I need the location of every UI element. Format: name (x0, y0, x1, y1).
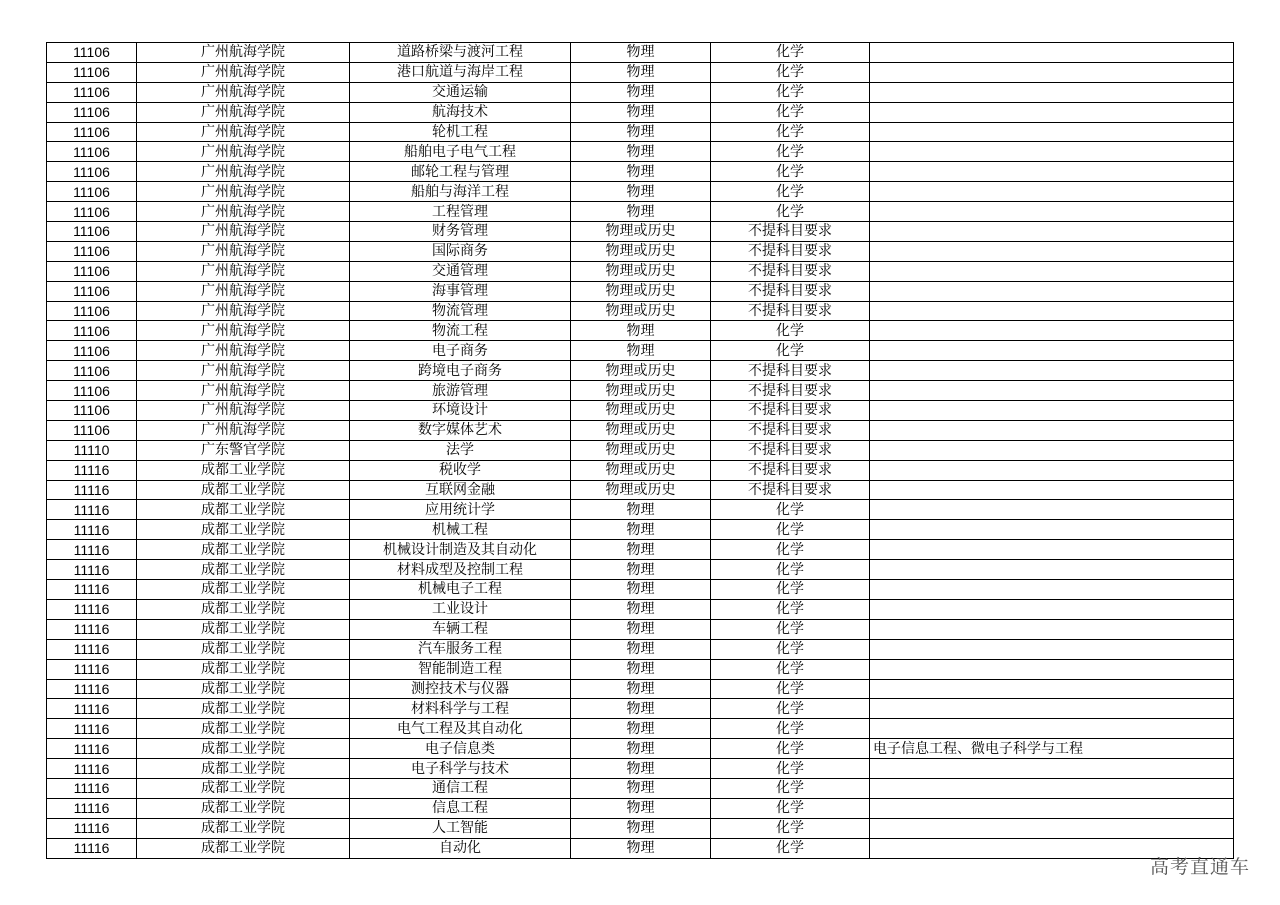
second-subject-cell: 不提科目要求 (711, 261, 870, 281)
major-name-cell: 车辆工程 (350, 619, 571, 639)
school-name-cell: 成都工业学院 (137, 699, 350, 719)
first-subject-cell: 物理 (571, 202, 711, 222)
table-row (47, 82, 1234, 102)
school-code-cell: 11106 (47, 361, 137, 381)
first-subject-cell: 物理 (571, 639, 711, 659)
major-name-cell: 交通运输 (350, 82, 571, 102)
table-row (47, 440, 1234, 460)
table-row (47, 401, 1234, 421)
school-code-cell: 11106 (47, 321, 137, 341)
school-name-cell: 成都工业学院 (137, 599, 350, 619)
table-row (47, 838, 1234, 858)
school-code-cell: 11116 (47, 719, 137, 739)
school-code-cell: 11106 (47, 261, 137, 281)
school-name-cell: 广州航海学院 (137, 62, 350, 82)
school-name-cell: 广州航海学院 (137, 301, 350, 321)
school-code-cell: 11106 (47, 301, 137, 321)
major-note-cell (870, 460, 1234, 480)
major-name-cell: 航海技术 (350, 102, 571, 122)
second-subject-cell: 化学 (711, 122, 870, 142)
second-subject-cell: 不提科目要求 (711, 460, 870, 480)
major-note-cell (870, 699, 1234, 719)
major-note-cell (870, 202, 1234, 222)
major-name-cell: 电子信息类 (350, 739, 571, 759)
major-note-cell (870, 500, 1234, 520)
second-subject-cell: 化学 (711, 341, 870, 361)
major-name-cell: 国际商务 (350, 241, 571, 261)
table-row (47, 182, 1234, 202)
second-subject-cell: 化学 (711, 599, 870, 619)
second-subject-cell: 化学 (711, 818, 870, 838)
school-name-cell: 成都工业学院 (137, 639, 350, 659)
major-name-cell: 法学 (350, 440, 571, 460)
school-name-cell: 广州航海学院 (137, 381, 350, 401)
major-name-cell: 电子商务 (350, 341, 571, 361)
table-row (47, 520, 1234, 540)
second-subject-cell: 不提科目要求 (711, 381, 870, 401)
second-subject-cell: 化学 (711, 182, 870, 202)
school-code-cell: 11116 (47, 739, 137, 759)
first-subject-cell: 物理 (571, 560, 711, 580)
school-name-cell: 成都工业学院 (137, 500, 350, 520)
second-subject-cell: 化学 (711, 560, 870, 580)
table-row (47, 261, 1234, 281)
major-note-cell (870, 222, 1234, 242)
major-name-cell: 工业设计 (350, 599, 571, 619)
school-name-cell: 成都工业学院 (137, 719, 350, 739)
school-name-cell: 成都工业学院 (137, 778, 350, 798)
major-name-cell: 物流工程 (350, 321, 571, 341)
major-note-cell (870, 480, 1234, 500)
major-name-cell: 邮轮工程与管理 (350, 162, 571, 182)
school-name-cell: 广州航海学院 (137, 241, 350, 261)
table-row (47, 381, 1234, 401)
major-name-cell: 机械设计制造及其自动化 (350, 540, 571, 560)
table-row (47, 719, 1234, 739)
first-subject-cell: 物理或历史 (571, 440, 711, 460)
school-code-cell: 11116 (47, 520, 137, 540)
first-subject-cell: 物理 (571, 102, 711, 122)
school-code-cell: 11106 (47, 142, 137, 162)
major-note-cell (870, 719, 1234, 739)
watermark-text: 高考直通车 (1149, 856, 1250, 878)
major-name-cell: 应用统计学 (350, 500, 571, 520)
first-subject-cell: 物理 (571, 619, 711, 639)
school-code-cell: 11116 (47, 838, 137, 858)
major-name-cell: 工程管理 (350, 202, 571, 222)
first-subject-cell: 物理 (571, 739, 711, 759)
school-name-cell: 广州航海学院 (137, 361, 350, 381)
school-code-cell: 11116 (47, 639, 137, 659)
school-code-cell: 11106 (47, 401, 137, 421)
school-code-cell: 11106 (47, 202, 137, 222)
major-name-cell: 海事管理 (350, 281, 571, 301)
first-subject-cell: 物理 (571, 142, 711, 162)
school-name-cell: 广州航海学院 (137, 182, 350, 202)
school-code-cell: 11116 (47, 798, 137, 818)
major-note-cell (870, 401, 1234, 421)
first-subject-cell: 物理或历史 (571, 361, 711, 381)
first-subject-cell: 物理 (571, 321, 711, 341)
school-name-cell: 成都工业学院 (137, 818, 350, 838)
major-note-cell (870, 798, 1234, 818)
table-row (47, 639, 1234, 659)
school-name-cell: 成都工业学院 (137, 580, 350, 600)
table-row (47, 162, 1234, 182)
major-name-cell: 轮机工程 (350, 122, 571, 142)
table-row (47, 580, 1234, 600)
school-name-cell: 成都工业学院 (137, 560, 350, 580)
school-code-cell: 11116 (47, 540, 137, 560)
school-name-cell: 广东警官学院 (137, 440, 350, 460)
major-note-cell (870, 381, 1234, 401)
major-name-cell: 财务管理 (350, 222, 571, 242)
school-name-cell: 广州航海学院 (137, 43, 350, 63)
table-row (47, 798, 1234, 818)
table-row (47, 222, 1234, 242)
second-subject-cell: 不提科目要求 (711, 281, 870, 301)
second-subject-cell: 化学 (711, 321, 870, 341)
school-name-cell: 广州航海学院 (137, 341, 350, 361)
second-subject-cell: 不提科目要求 (711, 440, 870, 460)
table-row (47, 361, 1234, 381)
major-name-cell: 数字媒体艺术 (350, 420, 571, 440)
major-note-cell (870, 659, 1234, 679)
school-code-cell: 11106 (47, 420, 137, 440)
school-code-cell: 11106 (47, 43, 137, 63)
school-code-cell: 11116 (47, 619, 137, 639)
major-note-cell (870, 599, 1234, 619)
second-subject-cell: 化学 (711, 798, 870, 818)
first-subject-cell: 物理或历史 (571, 460, 711, 480)
school-name-cell: 成都工业学院 (137, 679, 350, 699)
school-code-cell: 11116 (47, 759, 137, 779)
first-subject-cell: 物理 (571, 82, 711, 102)
school-code-cell: 11106 (47, 62, 137, 82)
second-subject-cell: 化学 (711, 162, 870, 182)
major-name-cell: 测控技术与仪器 (350, 679, 571, 699)
table-row (47, 301, 1234, 321)
first-subject-cell: 物理或历史 (571, 301, 711, 321)
school-code-cell: 11106 (47, 381, 137, 401)
major-name-cell: 道路桥梁与渡河工程 (350, 43, 571, 63)
first-subject-cell: 物理 (571, 759, 711, 779)
table-row (47, 102, 1234, 122)
school-name-cell: 成都工业学院 (137, 520, 350, 540)
major-note-cell (870, 281, 1234, 301)
second-subject-cell: 不提科目要求 (711, 361, 870, 381)
second-subject-cell: 化学 (711, 659, 870, 679)
table-row (47, 540, 1234, 560)
second-subject-cell: 化学 (711, 142, 870, 162)
major-note-cell (870, 321, 1234, 341)
second-subject-cell: 化学 (711, 102, 870, 122)
first-subject-cell: 物理或历史 (571, 222, 711, 242)
table-row (47, 281, 1234, 301)
school-name-cell: 成都工业学院 (137, 739, 350, 759)
school-name-cell: 广州航海学院 (137, 202, 350, 222)
school-code-cell: 11116 (47, 480, 137, 500)
major-name-cell: 电气工程及其自动化 (350, 719, 571, 739)
table-row (47, 679, 1234, 699)
table-row (47, 321, 1234, 341)
second-subject-cell: 化学 (711, 759, 870, 779)
major-note-cell (870, 182, 1234, 202)
second-subject-cell: 化学 (711, 202, 870, 222)
major-note-cell (870, 102, 1234, 122)
school-code-cell: 11116 (47, 580, 137, 600)
school-name-cell: 成都工业学院 (137, 759, 350, 779)
first-subject-cell: 物理 (571, 679, 711, 699)
table-row (47, 43, 1234, 63)
table-row (47, 560, 1234, 580)
table-row (47, 241, 1234, 261)
second-subject-cell: 化学 (711, 520, 870, 540)
school-name-cell: 广州航海学院 (137, 122, 350, 142)
major-name-cell: 汽车服务工程 (350, 639, 571, 659)
school-name-cell: 广州航海学院 (137, 142, 350, 162)
school-code-cell: 11106 (47, 241, 137, 261)
major-name-cell: 物流管理 (350, 301, 571, 321)
first-subject-cell: 物理 (571, 122, 711, 142)
major-name-cell: 税收学 (350, 460, 571, 480)
major-name-cell: 人工智能 (350, 818, 571, 838)
major-note-cell (870, 759, 1234, 779)
school-code-cell: 11116 (47, 699, 137, 719)
major-note-cell (870, 82, 1234, 102)
second-subject-cell: 不提科目要求 (711, 301, 870, 321)
second-subject-cell: 不提科目要求 (711, 480, 870, 500)
school-name-cell: 广州航海学院 (137, 321, 350, 341)
second-subject-cell: 不提科目要求 (711, 241, 870, 261)
second-subject-cell: 化学 (711, 739, 870, 759)
school-code-cell: 11110 (47, 440, 137, 460)
school-code-cell: 11106 (47, 281, 137, 301)
major-name-cell: 环境设计 (350, 401, 571, 421)
major-name-cell: 互联网金融 (350, 480, 571, 500)
major-note-cell (870, 560, 1234, 580)
school-name-cell: 成都工业学院 (137, 838, 350, 858)
school-code-cell: 11116 (47, 500, 137, 520)
school-code-cell: 11116 (47, 560, 137, 580)
first-subject-cell: 物理 (571, 798, 711, 818)
school-code-cell: 11106 (47, 82, 137, 102)
second-subject-cell: 不提科目要求 (711, 222, 870, 242)
school-code-cell: 11106 (47, 102, 137, 122)
major-name-cell: 船舶电子电气工程 (350, 142, 571, 162)
school-name-cell: 成都工业学院 (137, 619, 350, 639)
first-subject-cell: 物理 (571, 43, 711, 63)
major-name-cell: 机械工程 (350, 520, 571, 540)
school-code-cell: 11106 (47, 122, 137, 142)
first-subject-cell: 物理 (571, 500, 711, 520)
first-subject-cell: 物理或历史 (571, 480, 711, 500)
second-subject-cell: 化学 (711, 619, 870, 639)
major-name-cell: 旅游管理 (350, 381, 571, 401)
major-note-cell (870, 62, 1234, 82)
school-code-cell: 11106 (47, 341, 137, 361)
school-code-cell: 11116 (47, 599, 137, 619)
first-subject-cell: 物理 (571, 659, 711, 679)
first-subject-cell: 物理或历史 (571, 401, 711, 421)
second-subject-cell: 化学 (711, 540, 870, 560)
school-code-cell: 11106 (47, 162, 137, 182)
major-name-cell: 材料科学与工程 (350, 699, 571, 719)
major-name-cell: 通信工程 (350, 778, 571, 798)
major-name-cell: 电子科学与技术 (350, 759, 571, 779)
first-subject-cell: 物理 (571, 699, 711, 719)
second-subject-cell: 化学 (711, 719, 870, 739)
second-subject-cell: 化学 (711, 838, 870, 858)
school-name-cell: 成都工业学院 (137, 540, 350, 560)
school-name-cell: 广州航海学院 (137, 222, 350, 242)
school-name-cell: 广州航海学院 (137, 420, 350, 440)
table-row (47, 500, 1234, 520)
first-subject-cell: 物理 (571, 818, 711, 838)
first-subject-cell: 物理或历史 (571, 420, 711, 440)
major-note-cell (870, 420, 1234, 440)
second-subject-cell: 化学 (711, 679, 870, 699)
major-note-cell (870, 122, 1234, 142)
major-note-cell (870, 301, 1234, 321)
table-row (47, 818, 1234, 838)
school-code-cell: 11116 (47, 659, 137, 679)
second-subject-cell: 化学 (711, 43, 870, 63)
school-name-cell: 成都工业学院 (137, 460, 350, 480)
major-note-cell (870, 679, 1234, 699)
major-note-cell: 电子信息工程、微电子科学与工程 (870, 739, 1234, 759)
major-note-cell (870, 778, 1234, 798)
table-row (47, 460, 1234, 480)
table-row (47, 122, 1234, 142)
first-subject-cell: 物理 (571, 162, 711, 182)
first-subject-cell: 物理或历史 (571, 281, 711, 301)
school-name-cell: 广州航海学院 (137, 401, 350, 421)
major-name-cell: 机械电子工程 (350, 580, 571, 600)
school-name-cell: 广州航海学院 (137, 162, 350, 182)
table-row (47, 699, 1234, 719)
major-name-cell: 港口航道与海岸工程 (350, 62, 571, 82)
major-note-cell (870, 142, 1234, 162)
first-subject-cell: 物理 (571, 182, 711, 202)
first-subject-cell: 物理或历史 (571, 261, 711, 281)
school-name-cell: 成都工业学院 (137, 480, 350, 500)
major-name-cell: 材料成型及控制工程 (350, 560, 571, 580)
table-row (47, 62, 1234, 82)
table-row (47, 480, 1234, 500)
major-note-cell (870, 580, 1234, 600)
major-note-cell (870, 261, 1234, 281)
second-subject-cell: 化学 (711, 62, 870, 82)
school-code-cell: 11116 (47, 818, 137, 838)
school-code-cell: 11106 (47, 182, 137, 202)
school-name-cell: 广州航海学院 (137, 82, 350, 102)
first-subject-cell: 物理 (571, 599, 711, 619)
table-row (47, 739, 1234, 759)
second-subject-cell: 化学 (711, 699, 870, 719)
first-subject-cell: 物理 (571, 778, 711, 798)
first-subject-cell: 物理 (571, 838, 711, 858)
second-subject-cell: 化学 (711, 778, 870, 798)
school-code-cell: 11116 (47, 778, 137, 798)
school-name-cell: 成都工业学院 (137, 659, 350, 679)
major-note-cell (870, 241, 1234, 261)
first-subject-cell: 物理 (571, 62, 711, 82)
major-note-cell (870, 520, 1234, 540)
second-subject-cell: 不提科目要求 (711, 401, 870, 421)
school-code-cell: 11106 (47, 222, 137, 242)
major-name-cell: 交通管理 (350, 261, 571, 281)
table-row (47, 659, 1234, 679)
major-note-cell (870, 639, 1234, 659)
table-body (47, 43, 1234, 859)
major-name-cell: 船舶与海洋工程 (350, 182, 571, 202)
first-subject-cell: 物理 (571, 520, 711, 540)
table-row (47, 142, 1234, 162)
second-subject-cell: 化学 (711, 580, 870, 600)
table-row (47, 619, 1234, 639)
school-name-cell: 广州航海学院 (137, 281, 350, 301)
major-name-cell: 信息工程 (350, 798, 571, 818)
table-row (47, 420, 1234, 440)
major-note-cell (870, 43, 1234, 63)
first-subject-cell: 物理 (571, 540, 711, 560)
major-note-cell (870, 361, 1234, 381)
major-note-cell (870, 162, 1234, 182)
school-name-cell: 成都工业学院 (137, 798, 350, 818)
major-name-cell: 智能制造工程 (350, 659, 571, 679)
school-name-cell: 广州航海学院 (137, 261, 350, 281)
major-note-cell (870, 440, 1234, 460)
table-row (47, 759, 1234, 779)
first-subject-cell: 物理 (571, 719, 711, 739)
second-subject-cell: 化学 (711, 82, 870, 102)
subject-requirements-table (46, 42, 1234, 859)
table-row (47, 341, 1234, 361)
table-row (47, 202, 1234, 222)
school-name-cell: 广州航海学院 (137, 102, 350, 122)
major-name-cell: 自动化 (350, 838, 571, 858)
major-note-cell (870, 540, 1234, 560)
second-subject-cell: 化学 (711, 500, 870, 520)
major-name-cell: 跨境电子商务 (350, 361, 571, 381)
first-subject-cell: 物理或历史 (571, 241, 711, 261)
table-row (47, 599, 1234, 619)
major-note-cell (870, 619, 1234, 639)
first-subject-cell: 物理 (571, 341, 711, 361)
major-note-cell (870, 818, 1234, 838)
major-note-cell (870, 341, 1234, 361)
table-row (47, 778, 1234, 798)
school-code-cell: 11116 (47, 679, 137, 699)
second-subject-cell: 不提科目要求 (711, 420, 870, 440)
first-subject-cell: 物理 (571, 580, 711, 600)
first-subject-cell: 物理或历史 (571, 381, 711, 401)
second-subject-cell: 化学 (711, 639, 870, 659)
school-code-cell: 11116 (47, 460, 137, 480)
